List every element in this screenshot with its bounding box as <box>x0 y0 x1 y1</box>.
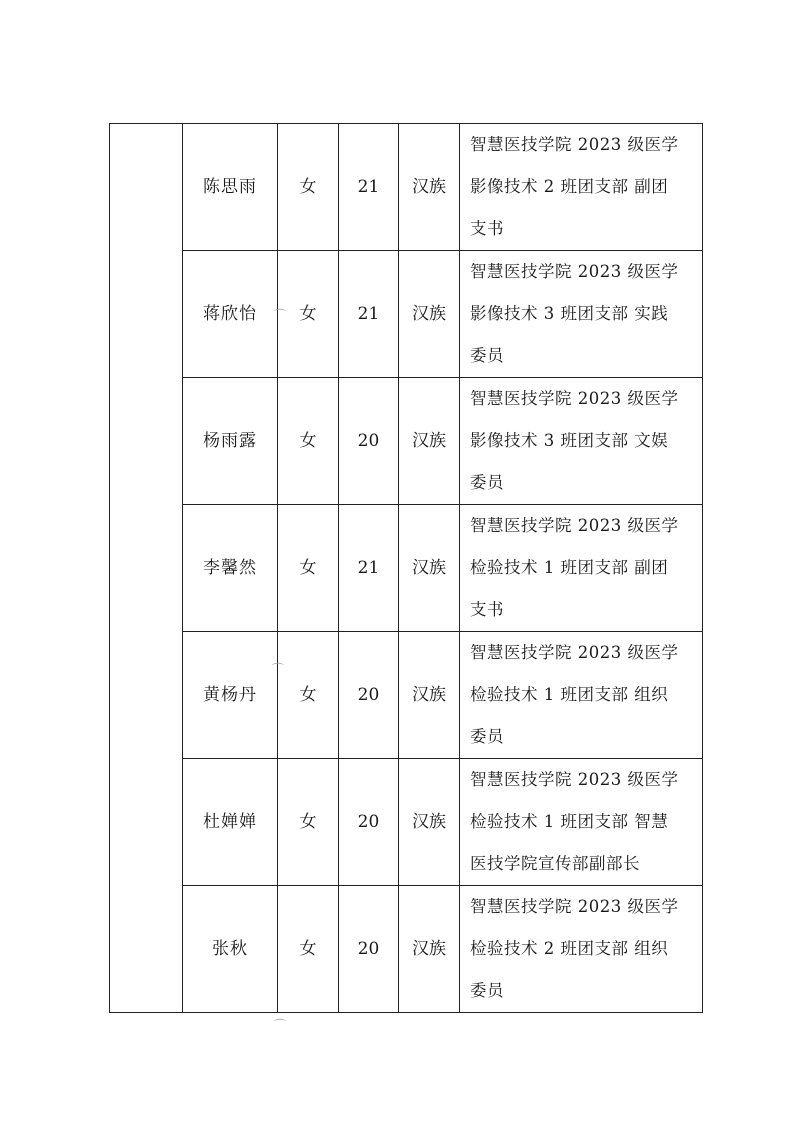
gender-cell: 女 <box>278 505 339 632</box>
ethnicity-cell: 汉族 <box>399 505 460 632</box>
age-cell: 20 <box>339 759 399 886</box>
age-cell: 20 <box>339 886 399 1013</box>
gender-cell: 女 <box>278 886 339 1013</box>
position-cell <box>460 251 703 378</box>
ethnicity-cell: 汉族 <box>399 759 460 886</box>
gender-cell: 女 <box>278 759 339 886</box>
roster-sheet <box>109 123 682 1009</box>
position-line: 支书 <box>470 600 504 619</box>
ethnicity-cell: 汉族 <box>399 251 460 378</box>
position-line: 影像技术 2 班团支部 副团 <box>470 177 669 196</box>
scan-mark: ⌒ <box>274 308 287 322</box>
name-cell: 陈思雨 <box>183 124 278 251</box>
position-cell <box>460 886 703 1013</box>
position-line: 支书 <box>470 219 504 238</box>
position-cell <box>460 124 703 251</box>
name-cell: 张秋 <box>183 886 278 1013</box>
gender-cell: 女 <box>278 251 339 378</box>
position-cell <box>460 759 703 886</box>
table-row <box>110 632 703 759</box>
position-cell <box>460 378 703 505</box>
table-row <box>110 886 703 1013</box>
name-cell: 黄杨丹 <box>183 632 278 759</box>
ethnicity-cell: 汉族 <box>399 378 460 505</box>
ethnicity-cell: 汉族 <box>399 632 460 759</box>
scan-mark: ⌒ <box>274 1018 287 1032</box>
position-line: 影像技术 3 班团支部 实践 <box>470 304 669 323</box>
position-line: 智慧医技学院 2023 级医学 <box>470 643 679 662</box>
gender-cell: 女 <box>278 124 339 251</box>
member-table <box>109 123 703 1013</box>
position-line: 委员 <box>470 981 504 1000</box>
ethnicity-cell: 汉族 <box>399 124 460 251</box>
position-line: 检验技术 1 班团支部 智慧 <box>470 812 669 831</box>
name-cell: 蒋欣怡 <box>183 251 278 378</box>
gender-cell: 女 <box>278 632 339 759</box>
table-row <box>110 759 703 886</box>
scan-mark: ⌒ <box>272 662 285 676</box>
position-line: 医技学院宣传部副部长 <box>470 854 640 873</box>
position-line: 智慧医技学院 2023 级医学 <box>470 389 679 408</box>
position-line: 检验技术 1 班团支部 副团 <box>470 558 669 577</box>
position-line: 智慧医技学院 2023 级医学 <box>470 897 679 916</box>
name-cell: 杜婵婵 <box>183 759 278 886</box>
table-row <box>110 378 703 505</box>
age-cell: 20 <box>339 378 399 505</box>
position-line: 智慧医技学院 2023 级医学 <box>470 770 679 789</box>
age-cell: 20 <box>339 632 399 759</box>
name-cell: 李馨然 <box>183 505 278 632</box>
position-line: 智慧医技学院 2023 级医学 <box>470 262 679 281</box>
position-cell <box>460 632 703 759</box>
table-row <box>110 251 703 378</box>
position-line: 检验技术 1 班团支部 组织 <box>470 685 669 704</box>
table-row <box>110 505 703 632</box>
position-line: 智慧医技学院 2023 级医学 <box>470 516 679 535</box>
group-column-cell <box>110 124 183 1013</box>
position-line: 智慧医技学院 2023 级医学 <box>470 135 679 154</box>
gender-cell: 女 <box>278 378 339 505</box>
position-line: 检验技术 2 班团支部 组织 <box>470 939 669 958</box>
position-line: 委员 <box>470 473 504 492</box>
table-row <box>110 124 703 251</box>
age-cell: 21 <box>339 251 399 378</box>
position-line: 委员 <box>470 346 504 365</box>
age-cell: 21 <box>339 124 399 251</box>
position-line: 影像技术 3 班团支部 文娱 <box>470 431 669 450</box>
position-cell <box>460 505 703 632</box>
position-line: 委员 <box>470 727 504 746</box>
ethnicity-cell: 汉族 <box>399 886 460 1013</box>
age-cell: 21 <box>339 505 399 632</box>
name-cell: 杨雨露 <box>183 378 278 505</box>
